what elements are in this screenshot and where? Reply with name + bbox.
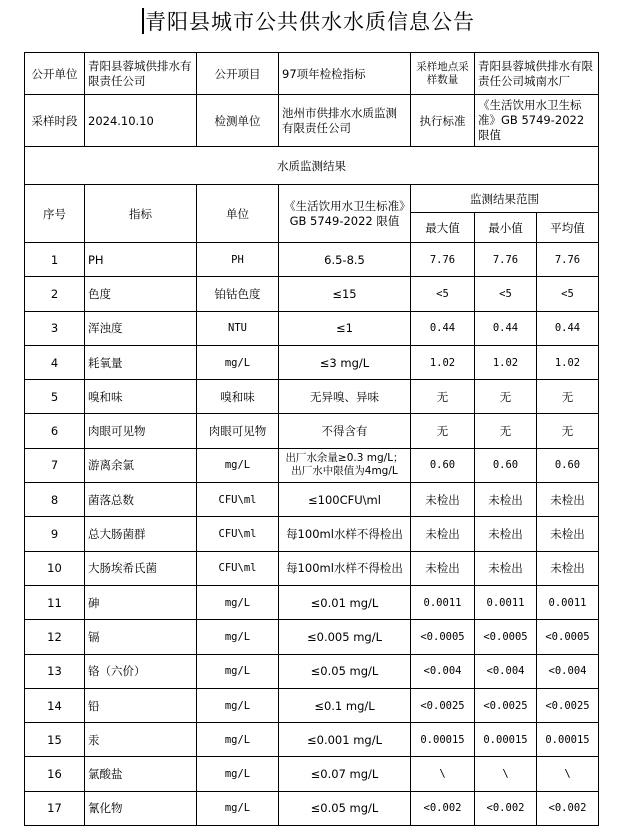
row-min: 未检出 — [475, 517, 537, 551]
row-max: 无 — [411, 414, 475, 448]
table-row — [25, 380, 599, 414]
row-unit: CFU\ml — [197, 551, 279, 585]
row-index: 10 — [25, 551, 85, 585]
table-row — [25, 620, 599, 654]
row-indicator: 汞 — [85, 723, 197, 757]
header-unit: 单位 — [197, 185, 279, 243]
row-avg: 1.02 — [537, 345, 599, 379]
row-unit: 铂钴色度 — [197, 277, 279, 311]
sampling-time-label: 采样时段 — [25, 95, 85, 147]
standard-value: 《生活饮用水卫生标准》GB 5749-2022 限值 — [475, 95, 599, 147]
row-min: 未检出 — [475, 483, 537, 517]
publish-unit-label: 公开单位 — [25, 53, 85, 95]
row-min: 无 — [475, 380, 537, 414]
sampling-site-label: 采样地点采样数量 — [411, 53, 475, 95]
row-unit: mg/L — [197, 585, 279, 619]
header-index: 序号 — [25, 185, 85, 243]
table-row — [25, 448, 599, 482]
testing-unit-value: 池州市供排水水质监测有限责任公司 — [279, 95, 411, 147]
row-index: 6 — [25, 414, 85, 448]
row-unit: 嗅和味 — [197, 380, 279, 414]
row-index: 3 — [25, 311, 85, 345]
row-avg: 0.44 — [537, 311, 599, 345]
row-limit: ≤15 — [279, 277, 411, 311]
row-min: 7.76 — [475, 243, 537, 277]
text-cursor — [142, 8, 144, 34]
info-row-1 — [25, 53, 599, 95]
row-avg: <0.004 — [537, 654, 599, 688]
row-avg: 未检出 — [537, 551, 599, 585]
row-max: <0.0005 — [411, 620, 475, 654]
row-avg: 7.76 — [537, 243, 599, 277]
row-avg: \ — [537, 757, 599, 791]
row-limit: ≤0.05 mg/L — [279, 791, 411, 825]
row-index: 17 — [25, 791, 85, 825]
row-index: 12 — [25, 620, 85, 654]
row-indicator: 浑浊度 — [85, 311, 197, 345]
row-avg: <0.0025 — [537, 688, 599, 722]
row-min: 未检出 — [475, 551, 537, 585]
row-unit: mg/L — [197, 757, 279, 791]
row-indicator: 色度 — [85, 277, 197, 311]
row-limit: ≤0.01 mg/L — [279, 585, 411, 619]
row-max: 未检出 — [411, 551, 475, 585]
table-row — [25, 483, 599, 517]
row-min: <0.0005 — [475, 620, 537, 654]
header-avg: 平均值 — [537, 213, 599, 243]
row-indicator: 镉 — [85, 620, 197, 654]
row-min: 0.00015 — [475, 723, 537, 757]
row-max: 1.02 — [411, 345, 475, 379]
row-index: 8 — [25, 483, 85, 517]
row-index: 13 — [25, 654, 85, 688]
row-index: 9 — [25, 517, 85, 551]
row-min: 1.02 — [475, 345, 537, 379]
row-indicator: PH — [85, 243, 197, 277]
row-unit: mg/L — [197, 688, 279, 722]
header-min: 最小值 — [475, 213, 537, 243]
row-max: <0.0025 — [411, 688, 475, 722]
row-index: 4 — [25, 345, 85, 379]
row-unit: CFU\ml — [197, 517, 279, 551]
row-limit: ≤100CFU\ml — [279, 483, 411, 517]
row-min: <0.004 — [475, 654, 537, 688]
row-max: <0.004 — [411, 654, 475, 688]
row-limit: 出厂水余量≥0.3 mg/L；出厂水中限值为4mg/L — [279, 448, 411, 482]
row-unit: mg/L — [197, 345, 279, 379]
table-row — [25, 345, 599, 379]
table-row — [25, 414, 599, 448]
row-index: 2 — [25, 277, 85, 311]
water-quality-table — [24, 52, 599, 826]
section-title: 水质监测结果 — [25, 147, 599, 185]
row-min: <0.002 — [475, 791, 537, 825]
row-indicator: 铬（六价） — [85, 654, 197, 688]
testing-unit-label: 检测单位 — [197, 95, 279, 147]
sampling-site-value: 青阳县蓉城供排水有限责任公司城南水厂 — [475, 53, 599, 95]
row-indicator: 菌落总数 — [85, 483, 197, 517]
row-indicator: 肉眼可见物 — [85, 414, 197, 448]
row-max: 未检出 — [411, 517, 475, 551]
row-index: 7 — [25, 448, 85, 482]
row-min: 0.44 — [475, 311, 537, 345]
row-avg: 0.0011 — [537, 585, 599, 619]
row-min: 0.0011 — [475, 585, 537, 619]
row-index: 11 — [25, 585, 85, 619]
row-limit: ≤0.005 mg/L — [279, 620, 411, 654]
row-indicator: 氰化物 — [85, 791, 197, 825]
page-title-text: 青阳县城市公共供水水质信息公告 — [145, 10, 475, 34]
info-row-2 — [25, 95, 599, 147]
row-max: 0.60 — [411, 448, 475, 482]
row-indicator: 大肠埃希氏菌 — [85, 551, 197, 585]
row-unit: NTU — [197, 311, 279, 345]
row-avg: 0.60 — [537, 448, 599, 482]
table-row — [25, 585, 599, 619]
row-limit: ≤0.05 mg/L — [279, 654, 411, 688]
publish-item-label: 公开项目 — [197, 53, 279, 95]
row-avg: 0.00015 — [537, 723, 599, 757]
sampling-time-value: 2024.10.10 — [85, 95, 197, 147]
row-indicator: 嗅和味 — [85, 380, 197, 414]
page-title — [0, 6, 617, 38]
row-avg: <0.0005 — [537, 620, 599, 654]
row-unit: mg/L — [197, 620, 279, 654]
publish-item-value: 97项年检检指标 — [279, 53, 411, 95]
row-avg: 未检出 — [537, 483, 599, 517]
table-row — [25, 311, 599, 345]
header-limit: 《生活饮用水卫生标准》GB 5749-2022 限值 — [279, 185, 411, 243]
table-row — [25, 791, 599, 825]
row-unit: 肉眼可见物 — [197, 414, 279, 448]
row-min: \ — [475, 757, 537, 791]
row-max: 0.00015 — [411, 723, 475, 757]
section-title-row — [25, 147, 599, 185]
table-row — [25, 551, 599, 585]
row-limit: 每100ml水样不得检出 — [279, 551, 411, 585]
table-row — [25, 277, 599, 311]
header-range: 监测结果范围 — [411, 185, 599, 213]
table-row — [25, 654, 599, 688]
row-limit: 6.5-8.5 — [279, 243, 411, 277]
row-indicator: 氯酸盐 — [85, 757, 197, 791]
row-indicator: 耗氧量 — [85, 345, 197, 379]
table-row — [25, 688, 599, 722]
row-limit: ≤0.07 mg/L — [279, 757, 411, 791]
standard-label: 执行标准 — [411, 95, 475, 147]
row-avg: 未检出 — [537, 517, 599, 551]
publish-unit-value: 青阳县蓉城供排水有限责任公司 — [85, 53, 197, 95]
table-row — [25, 757, 599, 791]
row-max: \ — [411, 757, 475, 791]
row-min: 0.60 — [475, 448, 537, 482]
row-index: 15 — [25, 723, 85, 757]
row-limit: ≤0.1 mg/L — [279, 688, 411, 722]
row-max: 0.44 — [411, 311, 475, 345]
row-indicator: 游离余氯 — [85, 448, 197, 482]
row-avg: <0.002 — [537, 791, 599, 825]
row-limit: ≤1 — [279, 311, 411, 345]
row-max: 7.76 — [411, 243, 475, 277]
row-max: <0.002 — [411, 791, 475, 825]
row-unit: CFU\ml — [197, 483, 279, 517]
row-limit: 每100ml水样不得检出 — [279, 517, 411, 551]
row-index: 16 — [25, 757, 85, 791]
table-row — [25, 243, 599, 277]
row-index: 1 — [25, 243, 85, 277]
row-limit: 无异嗅、异味 — [279, 380, 411, 414]
row-max: 0.0011 — [411, 585, 475, 619]
row-limit: 不得含有 — [279, 414, 411, 448]
row-limit: ≤3 mg/L — [279, 345, 411, 379]
row-avg: <5 — [537, 277, 599, 311]
row-limit: ≤0.001 mg/L — [279, 723, 411, 757]
row-indicator: 铅 — [85, 688, 197, 722]
row-index: 5 — [25, 380, 85, 414]
row-indicator: 总大肠菌群 — [85, 517, 197, 551]
header-row-1 — [25, 185, 599, 213]
row-unit: mg/L — [197, 654, 279, 688]
header-max: 最大值 — [411, 213, 475, 243]
row-min: 无 — [475, 414, 537, 448]
row-unit: mg/L — [197, 448, 279, 482]
row-avg: 无 — [537, 414, 599, 448]
row-index: 14 — [25, 688, 85, 722]
row-min: <5 — [475, 277, 537, 311]
row-indicator: 砷 — [85, 585, 197, 619]
row-unit: PH — [197, 243, 279, 277]
table-row — [25, 723, 599, 757]
row-avg: 无 — [537, 380, 599, 414]
row-max: 未检出 — [411, 483, 475, 517]
row-max: 无 — [411, 380, 475, 414]
header-indicator: 指标 — [85, 185, 197, 243]
table-row — [25, 517, 599, 551]
row-min: <0.0025 — [475, 688, 537, 722]
row-unit: mg/L — [197, 723, 279, 757]
row-unit: mg/L — [197, 791, 279, 825]
row-max: <5 — [411, 277, 475, 311]
